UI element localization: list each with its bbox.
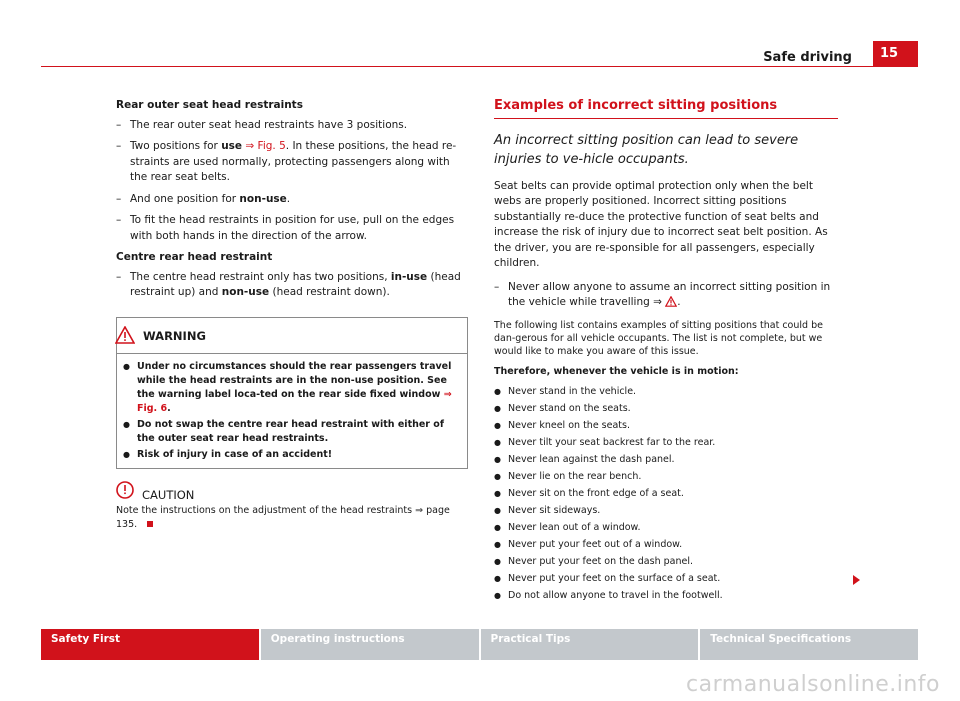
list-item: ● Do not allow anyone to travel in the footwell. bbox=[494, 587, 838, 604]
list-item: ● Never put your feet out of a window. bbox=[494, 536, 838, 553]
warning-text: Risk of injury in case of an accident! bbox=[137, 449, 333, 460]
list-intro: Therefore, whenever the vehicle is in motion: bbox=[494, 365, 739, 377]
caution-text bbox=[116, 504, 468, 532]
list-item bbox=[494, 280, 838, 313]
warning-bullet bbox=[123, 360, 461, 416]
continue-arrow-icon bbox=[853, 575, 860, 585]
warning-box bbox=[116, 317, 468, 470]
caution-icon bbox=[116, 481, 134, 504]
warning-bullet bbox=[123, 418, 461, 446]
list-item bbox=[116, 139, 468, 186]
bold-term: use bbox=[221, 140, 243, 152]
section-intro: An incorrect sitting position can lead to severe injuries to ve-hicle occupants. bbox=[494, 132, 799, 167]
footer-tab-practical-tips[interactable]: Practical Tips bbox=[481, 629, 699, 660]
footer-tab-operating-instructions[interactable]: Operating instructions bbox=[261, 629, 479, 660]
footer-nav bbox=[41, 629, 918, 660]
list-item: ● Never lean out of a window. bbox=[494, 519, 838, 536]
list-item bbox=[116, 213, 468, 244]
list-item: ● Never tilt your seat backrest far to the rear. bbox=[494, 434, 838, 451]
list-item-text: Two positions for bbox=[130, 140, 222, 152]
list-item: ● Never kneel on the seats. bbox=[494, 417, 838, 434]
small-paragraph: The following list contains examples of sitting positions that could be dan-gerous for all vehicle occupants. The list is not complete, but we would like to make you aware of this issue. bbox=[494, 319, 823, 357]
list-item: ● Never lean against the dash panel. bbox=[494, 451, 838, 468]
rear-outer-heading: Rear outer seat head restraints bbox=[116, 99, 303, 111]
list-item bbox=[116, 270, 468, 301]
list-item: ● Never sit on the front edge of a seat. bbox=[494, 485, 838, 502]
bold-term: non-use bbox=[221, 286, 270, 298]
warning-bullet bbox=[123, 448, 461, 462]
caution-label: CAUTION bbox=[142, 488, 195, 502]
list-item-text: And one position for bbox=[130, 192, 240, 205]
list-item-text: Never allow anyone to assume an incorrect sitting position in the vehicle while travelling ⇒ bbox=[508, 280, 831, 308]
list-item-text: . In these positions, the head re-straints are used normally, protecting passengers along with the rear seat belts. bbox=[130, 140, 457, 183]
list-item: ● Never stand on the seats. bbox=[494, 400, 838, 417]
list-item-text: (head restraint up) and bbox=[130, 270, 461, 298]
warning-text: Under no circumstances should the rear passengers travel while the head restraints are in the non-use position. See the warning label loca-ted on the rear side fixed window bbox=[137, 361, 452, 400]
footer-tab-safety-first[interactable]: Safety First bbox=[41, 629, 259, 660]
list-item-text: (head restraint down). bbox=[269, 286, 390, 298]
warning-text: Do not swap the centre rear head restraint with either of the outer seat rear head restraints. bbox=[137, 419, 444, 444]
fig-6-link[interactable]: ⇒ Fig. 6 bbox=[137, 389, 452, 414]
right-column bbox=[494, 98, 838, 604]
bold-term: in-use bbox=[390, 270, 428, 283]
list-item-text: . bbox=[677, 296, 681, 308]
fig-5-link[interactable]: ⇒ Fig. 5 bbox=[245, 140, 286, 152]
section-title: Examples of incorrect sitting positions bbox=[494, 98, 838, 119]
header-rule bbox=[41, 66, 918, 67]
warning-label: WARNING bbox=[143, 329, 206, 343]
bullet-list bbox=[494, 383, 838, 604]
warning-ref-icon[interactable] bbox=[665, 296, 677, 313]
watermark: carmanualsonline.info bbox=[686, 672, 940, 697]
list-item bbox=[116, 118, 468, 134]
page-number: 15 bbox=[873, 41, 918, 66]
caution-header bbox=[116, 481, 468, 504]
bold-term: non-use bbox=[239, 192, 287, 205]
warning-body bbox=[117, 354, 467, 468]
caution-sentence: Note the instructions on the adjustment of the head restraints ⇒ page 135. bbox=[116, 504, 450, 530]
left-column bbox=[116, 98, 468, 532]
list-item-text: The centre head restraint only has two positions, bbox=[130, 270, 391, 283]
centre-rear-heading: Centre rear head restraint bbox=[116, 251, 273, 263]
end-of-section-marker bbox=[147, 521, 153, 527]
list-item-text: The rear outer seat head restraints have 3 positions. bbox=[130, 118, 408, 131]
list-item-text: To fit the head restraints in position for use, pull on the edges with both hands in the direction of the arrow. bbox=[130, 214, 455, 242]
list-item-text: . bbox=[286, 192, 291, 205]
list-item bbox=[116, 192, 468, 208]
list-item: ● Never sit sideways. bbox=[494, 502, 838, 519]
body-paragraph: Seat belts can provide optimal protection only when the belt webs are properly positioned. Incorrect sitting positions substantially re-duce the protective function of seat belts and increase the risk of injury due to incorrect seat belt position. As the driver, you are re-sponsible for all passengers, especially children. bbox=[494, 179, 828, 269]
running-header-title: Safe driving bbox=[763, 50, 852, 65]
footer-tab-technical-specifications[interactable]: Technical Specifications bbox=[700, 629, 918, 660]
warning-triangle-icon bbox=[115, 326, 135, 349]
list-item: ● Never lie on the rear bench. bbox=[494, 468, 838, 485]
list-item: ● Never stand in the vehicle. bbox=[494, 383, 838, 400]
warning-header bbox=[117, 318, 467, 355]
list-item: ● Never put your feet on the surface of a seat. bbox=[494, 570, 838, 587]
list-item: ● Never put your feet on the dash panel. bbox=[494, 553, 838, 570]
warning-text: . bbox=[167, 403, 171, 414]
